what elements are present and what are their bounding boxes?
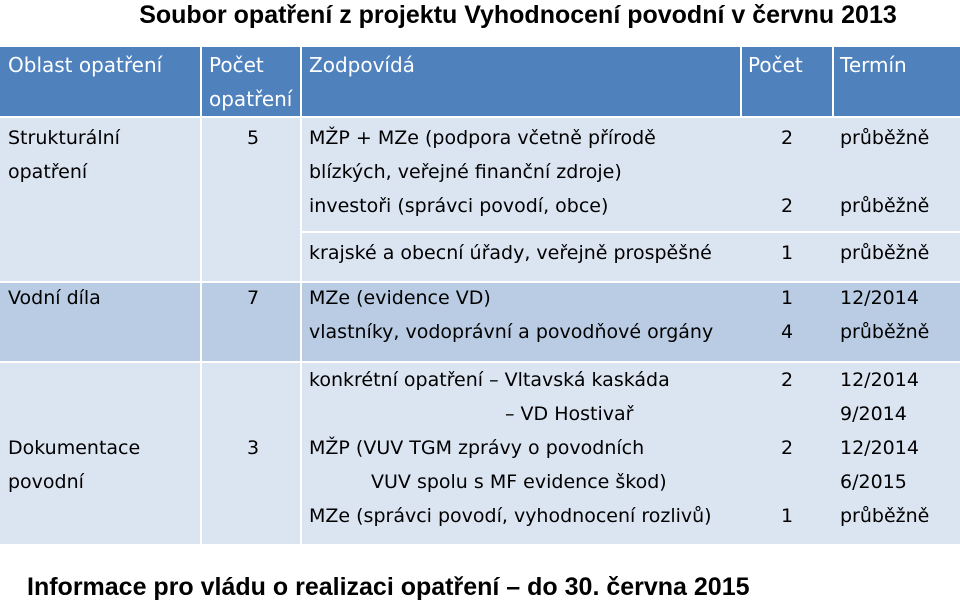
documentation-row2-resp: MŽP (VUV TGM zprávy o povodních <box>309 437 645 459</box>
row-divider <box>0 281 960 283</box>
water-row1-count: 1 <box>781 287 794 309</box>
structural-row3-resp: krajské a obecní úřady, veřejně prospěšné <box>309 242 712 264</box>
structural-row1-term: průběžně <box>840 127 930 149</box>
header-count-measures: Počet <box>209 53 264 77</box>
water-row2-term: průběžně <box>840 321 930 343</box>
documentation-row3-count: 1 <box>781 505 794 527</box>
header-area: Oblast opatření <box>8 53 163 77</box>
documentation-row2-term-2: 6/2015 <box>840 471 907 493</box>
section-structural-left <box>0 232 300 282</box>
water-row2-resp: vlastníky, vodoprávní a povodňové orgány <box>309 321 714 343</box>
documentation-row2-resp-2: VUV spolu s MF evidence škod) <box>371 471 667 493</box>
documentation-count: 3 <box>247 437 260 459</box>
documentation-row1-resp-2: – VD Hostivař <box>505 403 634 425</box>
water-row1-resp: MZe (evidence VD) <box>309 287 491 309</box>
water-label: Vodní díla <box>8 287 101 309</box>
header-count: Počet <box>748 53 803 77</box>
structural-row1-resp-2: blízkých, veřejné finanční zdroje) <box>309 161 622 183</box>
documentation-row1-resp: konkrétní opatření – Vltavská kaskáda <box>309 369 670 391</box>
header-count-measures-2: opatření <box>209 87 293 111</box>
row-divider <box>300 231 960 233</box>
documentation-row2-count: 2 <box>781 437 794 459</box>
row-divider <box>0 116 960 118</box>
structural-row2-term: průběžně <box>840 195 930 217</box>
column-divider <box>832 47 834 117</box>
row-divider <box>0 361 960 363</box>
documentation-label-2: povodní <box>8 471 84 493</box>
column-divider <box>740 47 742 117</box>
structural-row3-count: 1 <box>781 242 794 264</box>
water-count: 7 <box>247 287 260 309</box>
structural-row2-count: 2 <box>781 195 794 217</box>
water-row2-count: 4 <box>781 321 794 343</box>
documentation-row1-term: 12/2014 <box>840 369 919 391</box>
documentation-row3-resp: MZe (správci povodí, vyhodnocení rozlivů) <box>309 505 712 527</box>
page-title: Soubor opatření z projektu Vyhodnocení povodní v červnu 2013 <box>139 1 897 29</box>
structural-row3-term: průběžně <box>840 242 930 264</box>
documentation-label: Dokumentace <box>8 437 141 459</box>
structural-row1-count: 2 <box>781 127 794 149</box>
water-row1-term: 12/2014 <box>840 287 919 309</box>
structural-count: 5 <box>247 127 260 149</box>
structural-row2-resp: investoři (správci povodí, obce) <box>309 195 609 217</box>
header-deadline: Termín <box>840 53 907 77</box>
structural-row1-resp: MŽP + MZe (podpora včetně přírodě <box>309 127 656 149</box>
documentation-row1-term-2: 9/2014 <box>840 403 907 425</box>
structural-label-2: opatření <box>8 161 88 183</box>
header-responsible: Zodpovídá <box>309 53 415 77</box>
documentation-row1-count: 2 <box>781 369 794 391</box>
column-divider <box>200 47 202 544</box>
documentation-row3-term: průběžně <box>840 505 930 527</box>
structural-label: Strukturální <box>8 127 120 149</box>
footer-note: Informace pro vládu o realizaci opatření – do 30. června 2015 <box>27 573 750 601</box>
column-divider <box>300 47 302 544</box>
documentation-row2-term: 12/2014 <box>840 437 919 459</box>
